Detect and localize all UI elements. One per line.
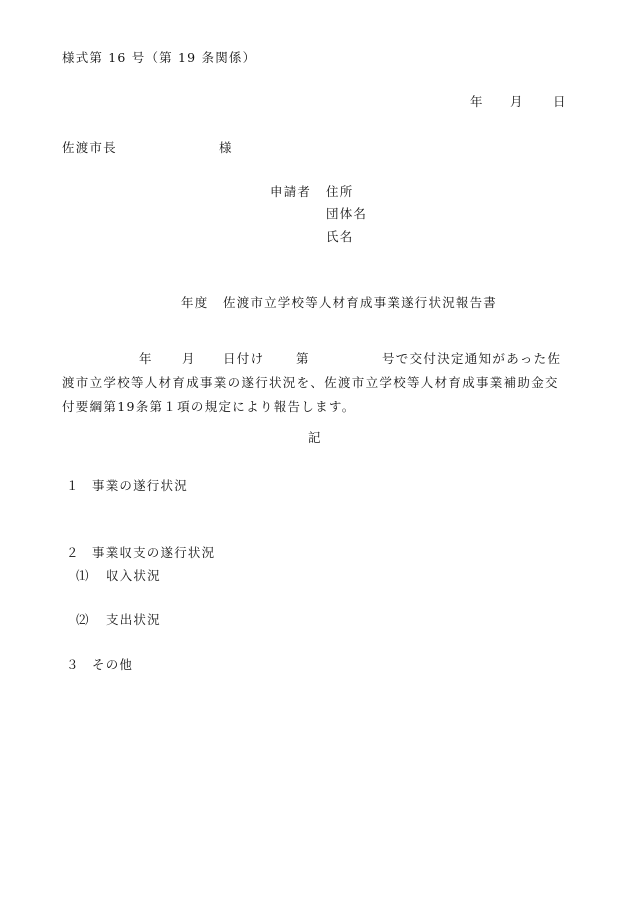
addressee-honorific: 様 (219, 140, 233, 155)
title-year-prefix: 年度 (181, 295, 209, 310)
section-1 (66, 480, 188, 493)
body-line-1 (62, 347, 582, 371)
addressee-name: 佐渡市長 (62, 140, 117, 155)
date-year-label: 年 (470, 94, 484, 109)
section-2-1-number: ⑴ (76, 568, 90, 583)
section-2-1-label: 収入状況 (106, 568, 161, 583)
body-dated-label: 日付け (223, 351, 265, 366)
applicant-label: 申請者 (270, 184, 312, 199)
section-2-2 (76, 614, 161, 627)
section-3-label: その他 (92, 657, 134, 672)
section-2 (66, 547, 215, 560)
section-3 (66, 659, 133, 672)
date-month-label: 月 (510, 94, 524, 109)
section-1-number: １ (66, 478, 80, 493)
body-paragraph (62, 347, 582, 419)
section-2-2-number: ⑵ (76, 612, 90, 627)
form-number: 様式第 16 号（第 19 条関係） (62, 50, 257, 65)
date-day-label: 日 (553, 94, 567, 109)
body-year-label: 年 (139, 351, 153, 366)
section-2-number: ２ (66, 545, 80, 560)
address-label: 住所 (326, 184, 354, 199)
organization-label: 団体名 (326, 206, 368, 221)
section-1-label: 事業の遂行状況 (92, 478, 188, 493)
body-month-label: 月 (182, 351, 196, 366)
section-3-number: ３ (66, 657, 80, 672)
name-label: 氏名 (326, 229, 354, 244)
document-title: 佐渡市立学校等人材育成事業遂行状況報告書 (223, 295, 498, 310)
section-2-2-label: 支出状況 (106, 612, 161, 627)
section-2-label: 事業収支の遂行状況 (92, 545, 216, 560)
body-line-3: 付要綱第19条第１項の規定により報告します。 (62, 399, 356, 414)
section-2-1 (76, 570, 161, 583)
body-line-1-rest: 号で交付決定通知があった佐 (382, 351, 562, 366)
body-line-2: 渡市立学校等人材育成事業の遂行状況を、佐渡市立学校等人材育成事業補助金交 (62, 375, 559, 390)
ki-heading: 記 (308, 430, 322, 445)
body-number-prefix: 第 (296, 351, 310, 366)
